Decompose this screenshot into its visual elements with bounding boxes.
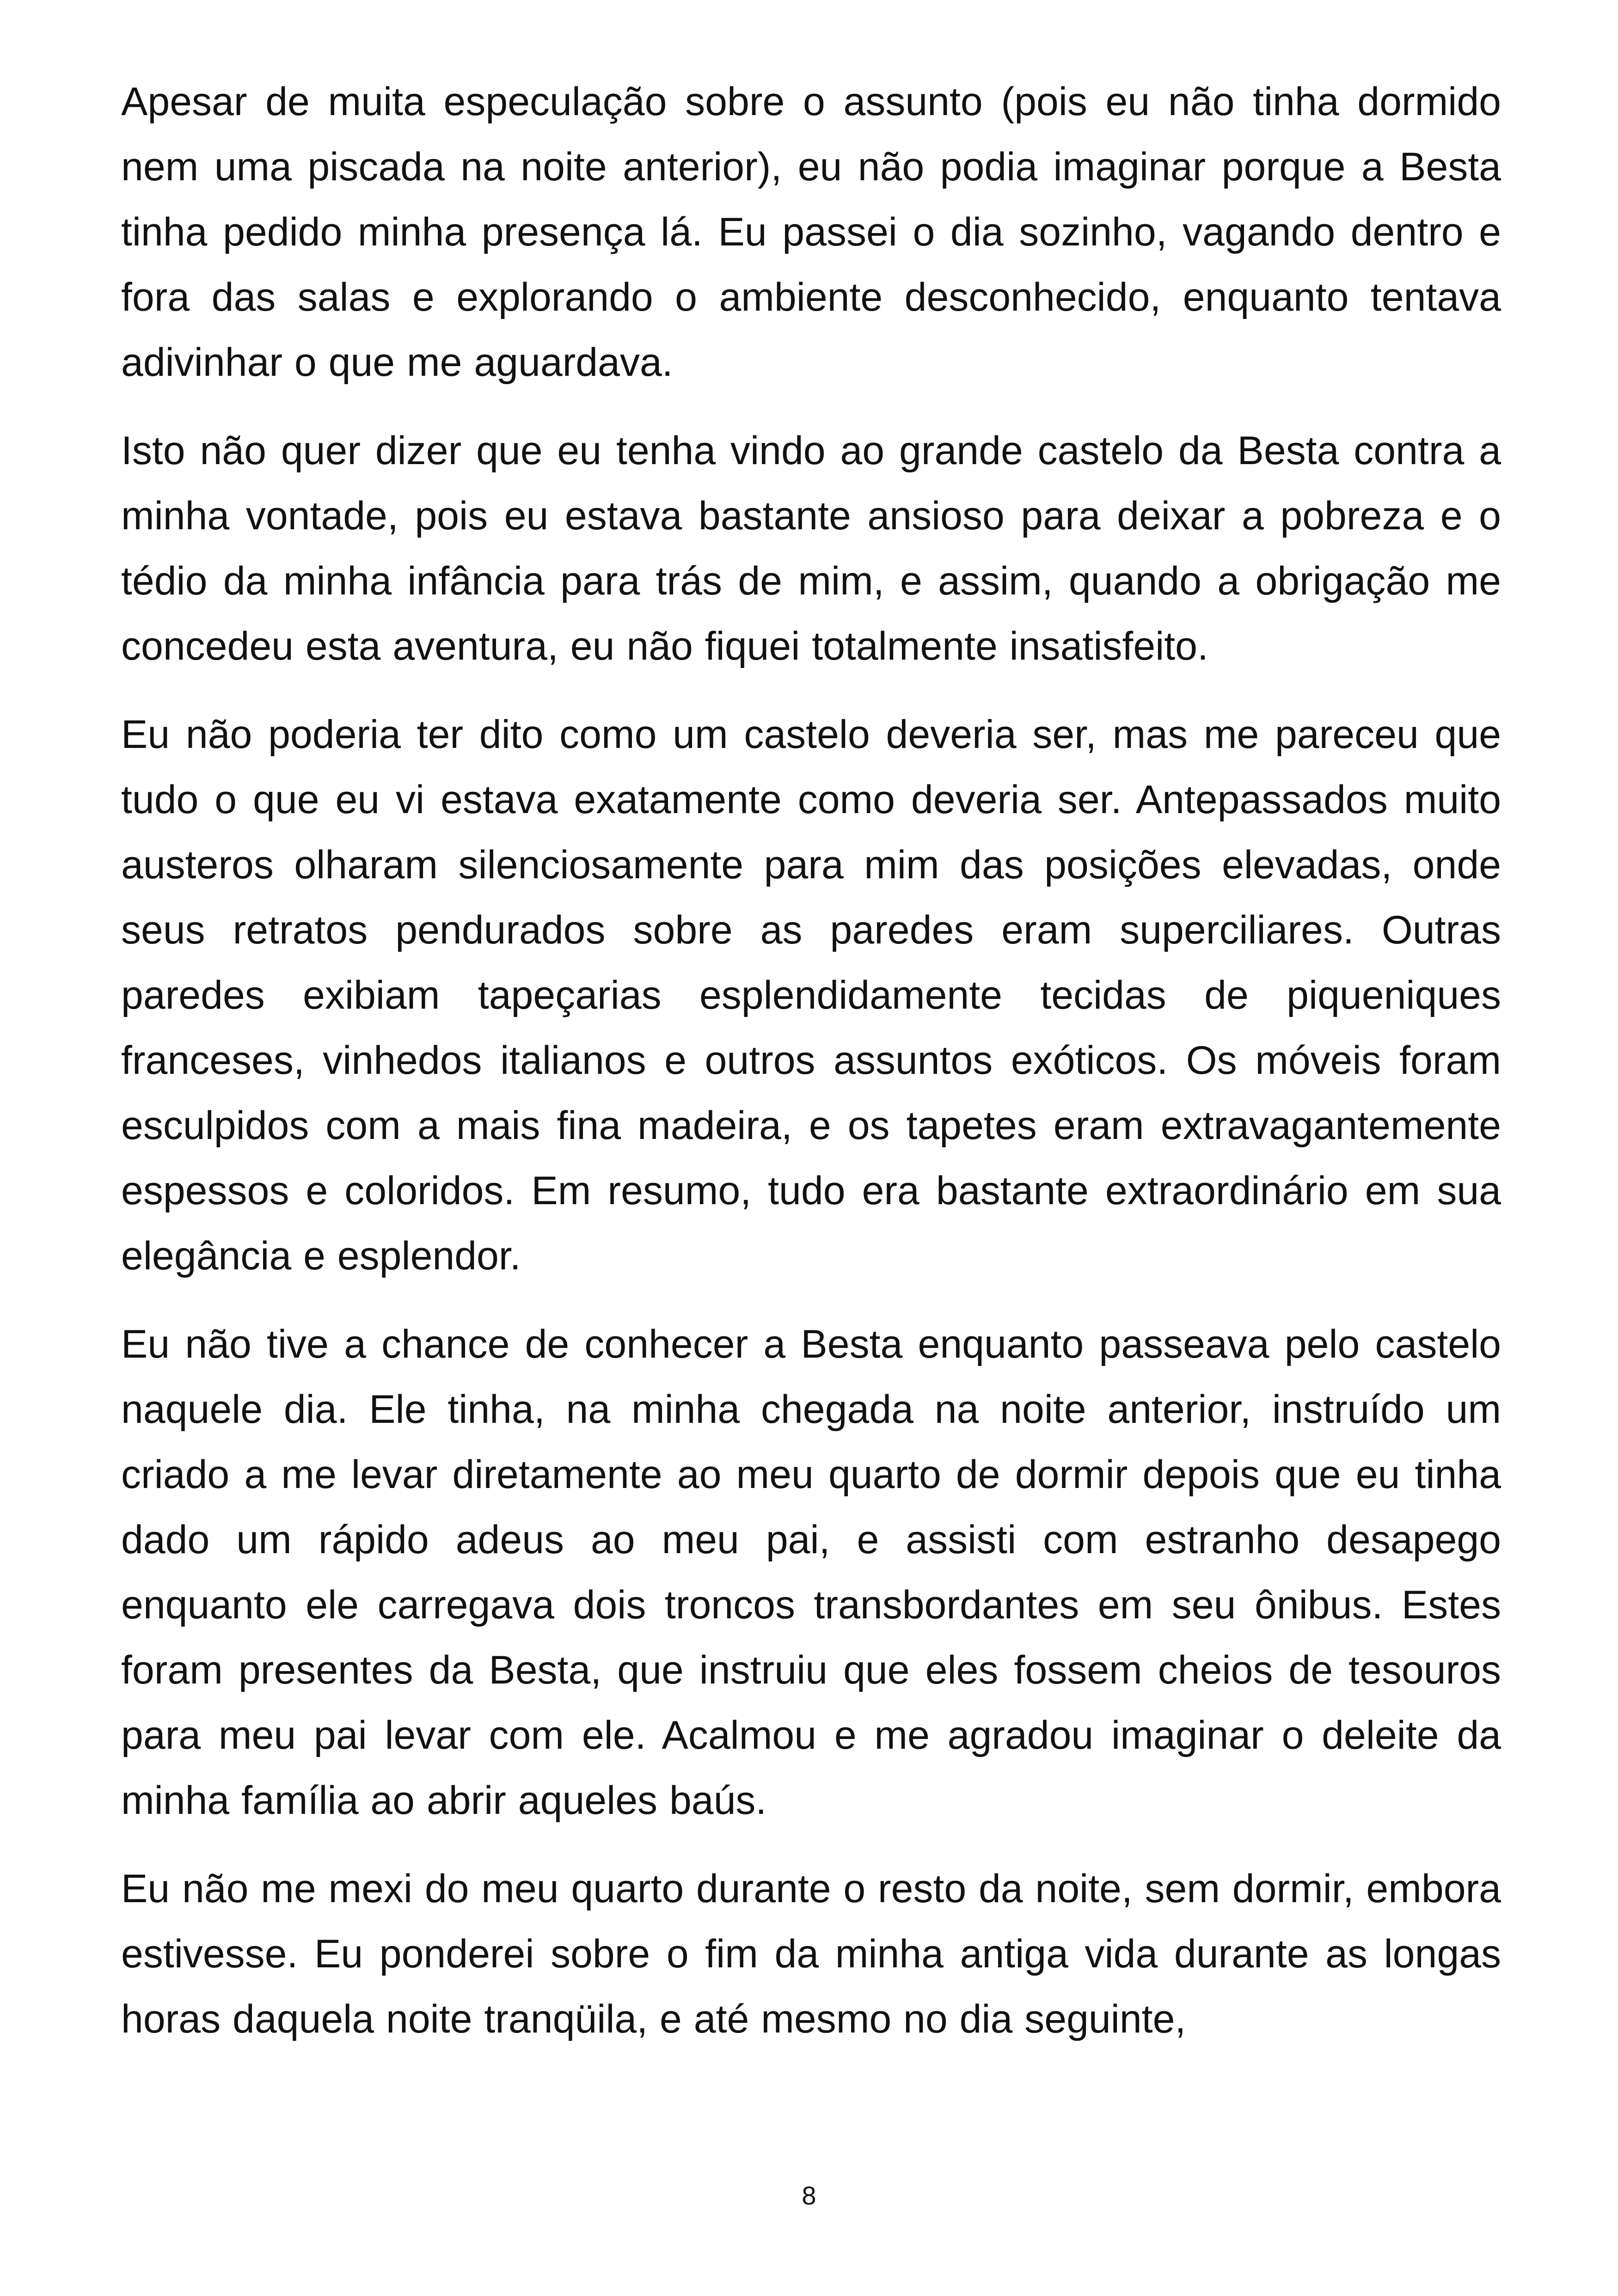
text-body bbox=[121, 69, 1501, 2075]
paragraph-4: Eu não tive a chance de conhecer a Besta enquanto passeava pelo castelo naquele dia. Ele tinha, na minha chegada na noite anterior, instruído um criado a me levar diretamente ao meu quarto de dormir depois que eu tinha dado um rápido adeus ao meu pai, e assisti com estranho desapego enquanto ele carregava dois troncos transbordantes em seu ônibus. Estes foram presentes da Besta, que instruiu que eles fossem cheios de tesouros para meu pai levar com ele. Acalmou e me agradou imaginar o deleite da minha família ao abrir aqueles baús. bbox=[121, 1322, 1501, 1823]
page-number: 8 bbox=[802, 2181, 816, 2210]
paragraph-3: Eu não poderia ter dito como um castelo deveria ser, mas me pareceu que tudo o que eu vi estava exatamente como deveria ser. Antepassados muito austeros olharam silenciosamente para mim das posições elevadas, onde seus retratos pendurados sobre as paredes eram superciliares. Outras paredes exibiam tapeçarias esplendidamente tecidas de piqueniques franceses, vinhedos italianos e outros assuntos exóticos. Os móveis foram esculpidos com a mais fina madeira, e os tapetes eram extravagantemente espessos e coloridos. Em resumo, tudo era bastante extraordinário em sua elegância e esplendor. bbox=[121, 712, 1501, 1278]
paragraph-1: Apesar de muita especulação sobre o assunto (pois eu não tinha dormido nem uma piscada na noite anterior), eu não podia imaginar porque a Besta tinha pedido minha presença lá. Eu passei o dia sozinho, vagando dentro e fora das salas e explorando o ambiente desconhecido, enquanto tentava adivinhar o que me aguardava. bbox=[121, 80, 1501, 385]
paragraph-2: Isto não quer dizer que eu tenha vindo ao grande castelo da Besta contra a minha vontade, pois eu estava bastante ansioso para deixar a pobreza e o tédio da minha infância para trás de mim, e assim, quando a obrigação me concedeu esta aventura, eu não fiquei totalmente insatisfeito. bbox=[121, 429, 1501, 668]
paragraph-5: Eu não me mexi do meu quarto durante o resto da noite, sem dormir, embora estivesse. Eu ponderei sobre o fim da minha antiga vida durante as longas horas daquela noite tranqüila, e até mesmo no dia seguinte, bbox=[121, 1867, 1501, 2041]
